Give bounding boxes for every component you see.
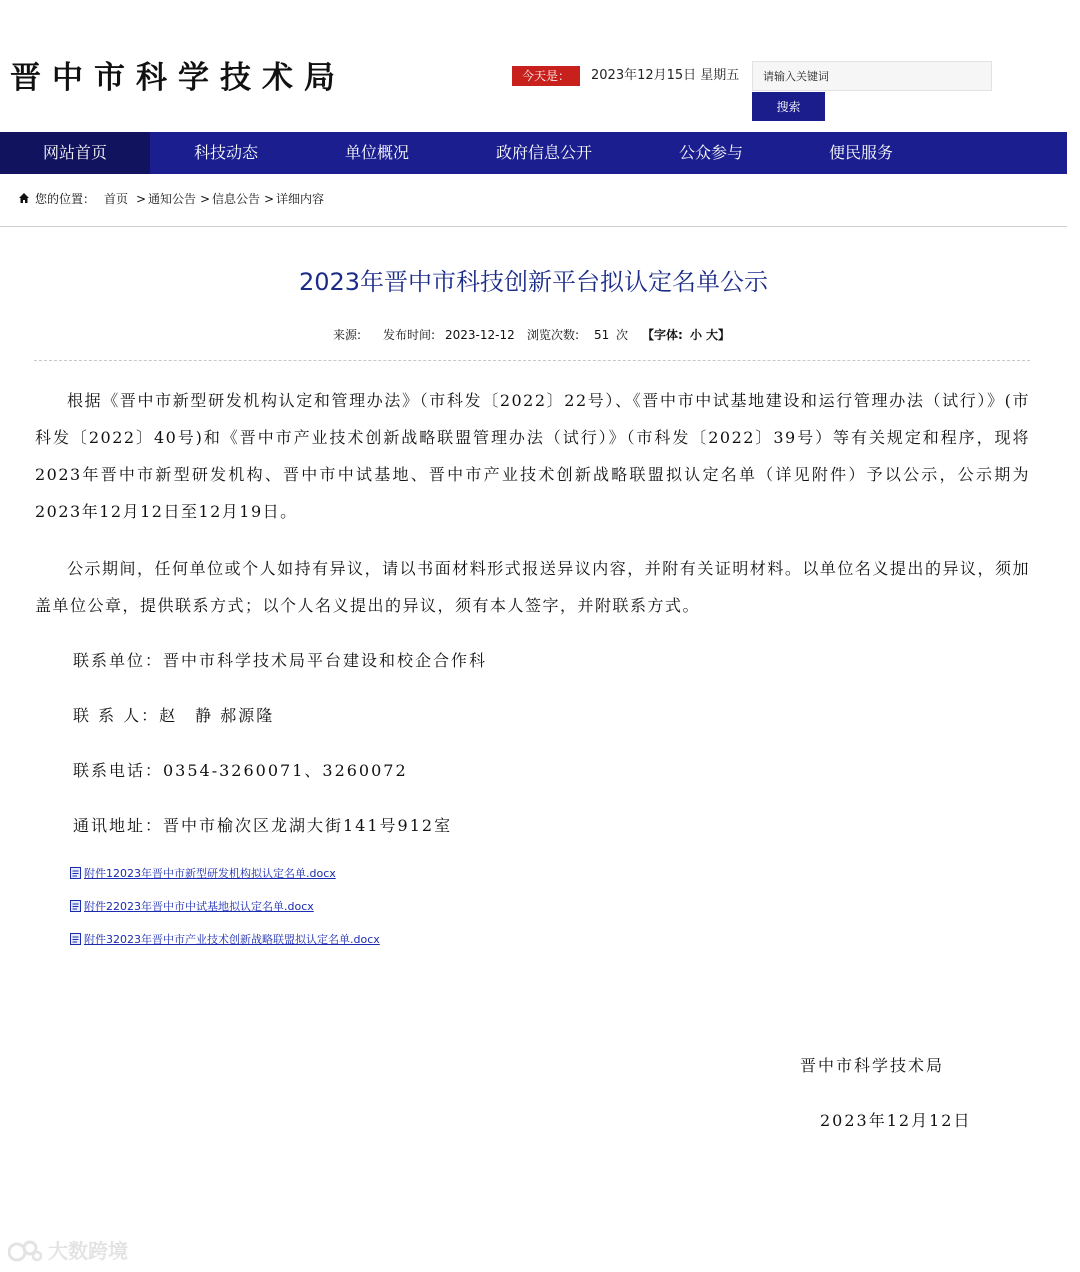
- meta-views-unit: 次: [616, 328, 629, 342]
- attachment-link[interactable]: [70, 866, 336, 882]
- attachment-link[interactable]: [70, 899, 314, 915]
- today-label: 今天是：: [512, 66, 580, 86]
- breadcrumb-separator: >: [136, 192, 147, 206]
- meta-source-label: 来源:: [333, 328, 362, 342]
- meta-views-label: 浏览次数:: [527, 328, 580, 342]
- breadcrumb-current: 详细内容: [276, 192, 325, 206]
- breadcrumb-home[interactable]: 首页: [104, 192, 129, 206]
- body-paragraph: 根据《晋中市新型研发机构认定和管理办法》（市科发〔2022〕22号）、《晋中市中试基地建设和运行管理办法（试行）》(市科发〔2022〕40号)和《晋中市产业技术创新战略联盟管理办法（试行）》（市科发〔2022〕39号）等有关规定和程序，现将2023年晋中市新型研发机构、晋中市中试基地、晋中市产业技术创新战略联盟拟认定名单（详见附件）予以公示，公示期为2023年12月12日至12月19日。: [35, 391, 1030, 521]
- watermark: [8, 1237, 128, 1265]
- nav-gov-info[interactable]: 政府信息公开: [495, 143, 592, 162]
- document-icon: [70, 900, 81, 912]
- breadcrumb-separator: >: [264, 192, 275, 206]
- today-date: 2023年12月15日 星期五: [591, 68, 740, 83]
- nav-services[interactable]: 便民服务: [828, 143, 893, 162]
- font-large-button[interactable]: 大】: [706, 328, 731, 342]
- attachment-label: 附件32023年晋中市产业技术创新战略联盟拟认定名单.docx: [84, 933, 380, 946]
- attachment-label: 附件22023年晋中市中试基地拟认定名单.docx: [84, 900, 314, 913]
- search-button[interactable]: 搜索: [752, 92, 825, 121]
- meta-publish-label: 发布时间:: [383, 328, 436, 342]
- watermark-logo-icon: [8, 1239, 42, 1263]
- meta-font-label: 【字体:: [642, 328, 683, 342]
- site-title: 晋中市科学技术局: [10, 60, 346, 96]
- attachment-label: 附件12023年晋中市新型研发机构拟认定名单.docx: [84, 867, 336, 880]
- watermark-text: 大数跨境: [48, 1239, 128, 1263]
- breadcrumb-prefix: 您的位置：: [35, 192, 96, 206]
- meta-views-count: 51: [594, 328, 610, 342]
- breadcrumb-info[interactable]: 信息公告: [212, 192, 261, 206]
- document-icon: [70, 867, 81, 879]
- signature: 晋中市科学技术局: [800, 1056, 945, 1075]
- search-input[interactable]: [752, 61, 992, 91]
- nav-public-participation[interactable]: 公众参与: [678, 143, 743, 162]
- contact-address: 通讯地址：晋中市榆次区龙湖大街141号912室: [73, 816, 453, 835]
- attachment-link[interactable]: [70, 932, 380, 948]
- body-paragraph: 公示期间，任何单位或个人如持有异议，请以书面材料形式报送异议内容，并附有关证明材料。以单位名义提出的异议，须加盖单位公章，提供联系方式；以个人名义提出的异议，须有本人签字，并附联系方式。: [35, 559, 1030, 615]
- nav-tech-news[interactable]: 科技动态: [193, 143, 258, 162]
- font-small-button[interactable]: 小: [690, 328, 703, 342]
- breadcrumb-notices[interactable]: 通知公告: [148, 192, 197, 206]
- main-nav: [0, 132, 1067, 174]
- nav-home[interactable]: 网站首页: [0, 132, 150, 174]
- breadcrumb-separator: >: [200, 192, 211, 206]
- nav-unit-overview[interactable]: 单位概况: [344, 143, 409, 162]
- divider: [34, 360, 1030, 361]
- article-title: 2023年晋中市科技创新平台拟认定名单公示: [298, 268, 769, 296]
- contact-person: 联 系 人：赵 静 郝源隆: [73, 706, 275, 725]
- contact-phone: 联系电话：0354-3260071、3260072: [73, 761, 408, 780]
- document-icon: [70, 933, 81, 945]
- home-icon: [18, 192, 30, 204]
- breadcrumb: [0, 174, 1067, 227]
- site-header: [0, 0, 1080, 132]
- meta-publish-date: 2023-12-12: [445, 328, 515, 342]
- sign-date: 2023年12月12日: [820, 1111, 972, 1130]
- contact-unit: 联系单位：晋中市科学技术局平台建设和校企合作科: [73, 651, 488, 670]
